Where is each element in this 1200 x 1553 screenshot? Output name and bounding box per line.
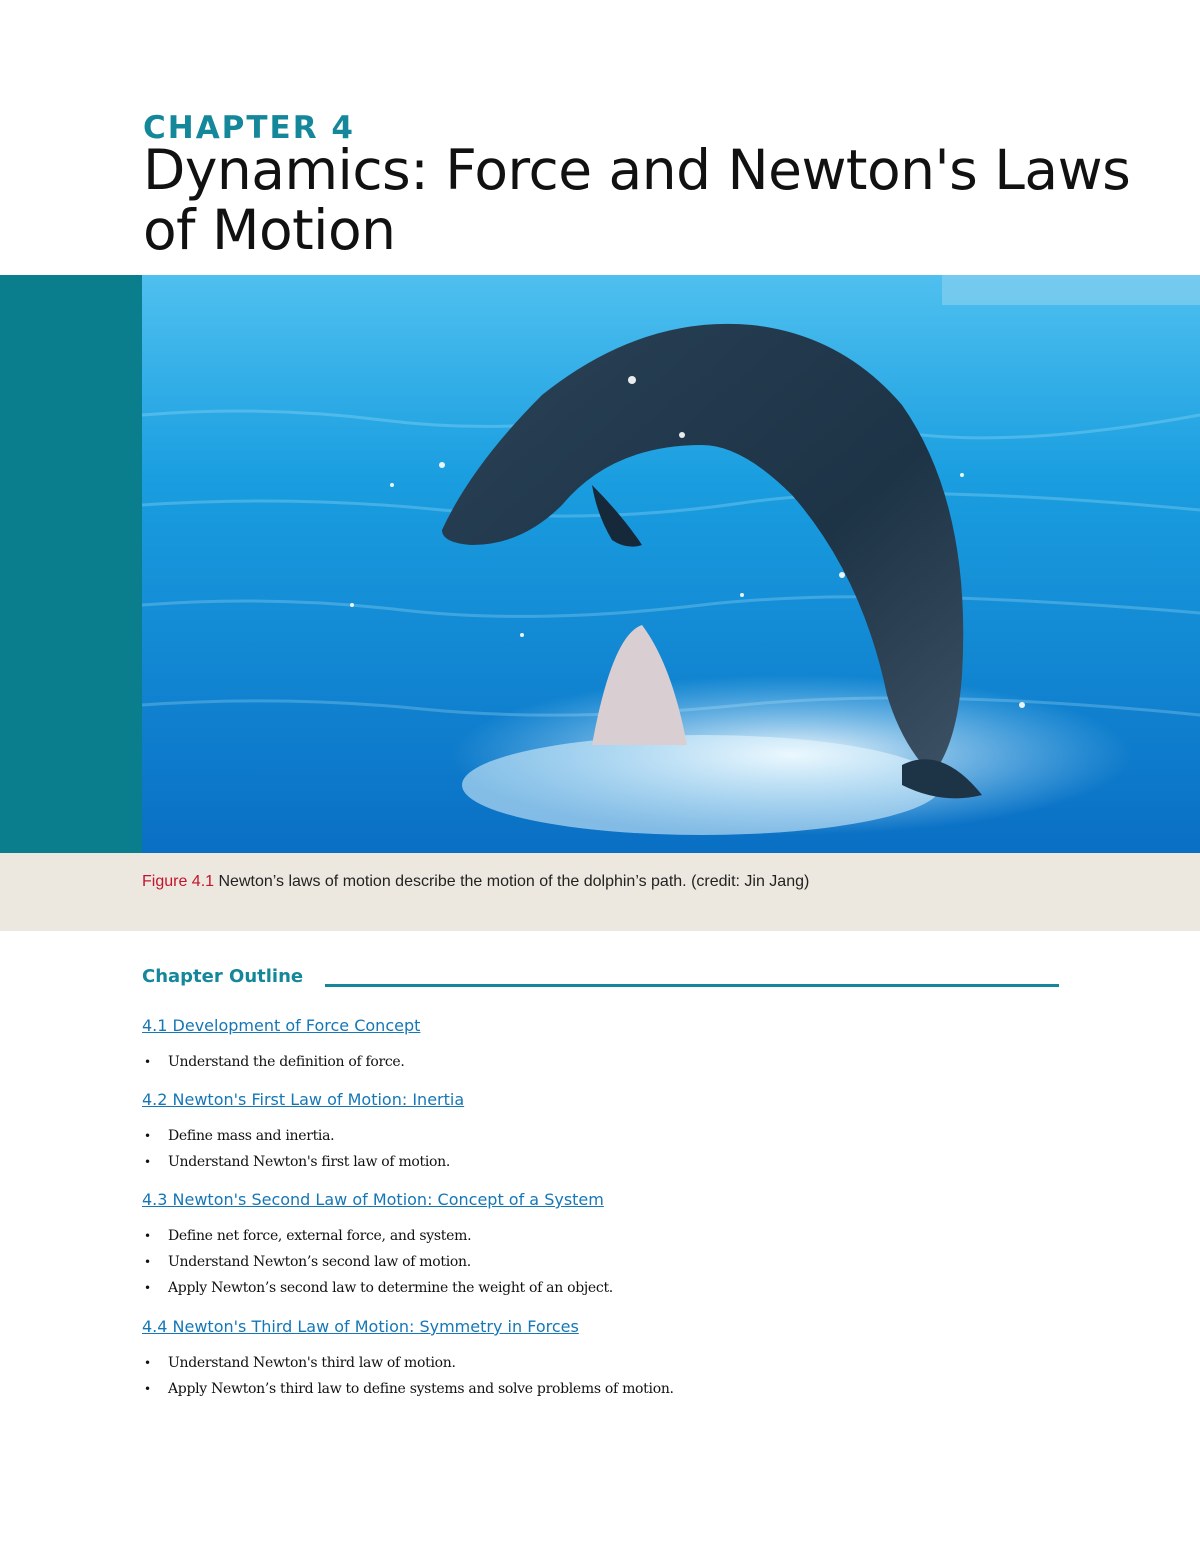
outline-section-4-2 bbox=[142, 1090, 1102, 1175]
objective-text: Understand Newton's first law of motion. bbox=[168, 1154, 451, 1170]
bullet-icon: • bbox=[144, 1281, 151, 1295]
figure-caption bbox=[142, 873, 1142, 891]
objective-text: Understand Newton’s second law of motion. bbox=[168, 1254, 471, 1270]
section-link-4-4[interactable]: 4.4 Newton's Third Law of Motion: Symmetry in Forces bbox=[142, 1317, 579, 1336]
outline-divider bbox=[325, 984, 1059, 987]
list-item bbox=[142, 1223, 1102, 1249]
bullet-icon: • bbox=[144, 1382, 151, 1396]
objectives-list bbox=[142, 1049, 1102, 1075]
list-item bbox=[142, 1376, 1102, 1402]
outline-section-4-4 bbox=[142, 1317, 1102, 1402]
list-item bbox=[142, 1275, 1102, 1301]
list-item bbox=[142, 1149, 1102, 1175]
bullet-icon: • bbox=[144, 1356, 151, 1370]
objective-text: Define net force, external force, and system. bbox=[168, 1228, 472, 1244]
section-link-4-3[interactable]: 4.3 Newton's Second Law of Motion: Concept of a System bbox=[142, 1190, 604, 1209]
bullet-icon: • bbox=[144, 1129, 151, 1143]
objectives-list bbox=[142, 1123, 1102, 1175]
objective-text: Apply Newton’s second law to determine the weight of an object. bbox=[168, 1280, 613, 1296]
figure-number: Figure 4.1 bbox=[142, 873, 215, 890]
bullet-icon: • bbox=[144, 1255, 151, 1269]
list-item bbox=[142, 1049, 1102, 1075]
objectives-list bbox=[142, 1350, 1102, 1402]
list-item bbox=[142, 1123, 1102, 1149]
figure-caption-text: Newton’s laws of motion describe the motion of the dolphin’s path. (credit: Jin Jang) bbox=[214, 873, 810, 890]
objective-text: Apply Newton’s third law to define systems and solve problems of motion. bbox=[168, 1381, 674, 1397]
dolphin-photo bbox=[142, 275, 1200, 853]
caption-band bbox=[0, 853, 1200, 931]
bullet-icon: • bbox=[144, 1229, 151, 1243]
chapter-title: Dynamics: Force and Newton's Laws of Motion bbox=[143, 138, 1131, 262]
objective-text: Understand Newton's third law of motion. bbox=[168, 1355, 456, 1371]
list-item bbox=[142, 1249, 1102, 1275]
section-link-4-2[interactable]: 4.2 Newton's First Law of Motion: Inertia bbox=[142, 1090, 465, 1109]
accent-strip bbox=[0, 275, 142, 853]
list-item bbox=[142, 1350, 1102, 1376]
section-link-4-1[interactable]: 4.1 Development of Force Concept bbox=[142, 1016, 421, 1035]
objective-text: Understand the definition of force. bbox=[168, 1054, 405, 1070]
objective-text: Define mass and inertia. bbox=[168, 1128, 335, 1144]
outline-section-4-3 bbox=[142, 1190, 1102, 1301]
bullet-icon: • bbox=[144, 1155, 151, 1169]
objectives-list bbox=[142, 1223, 1102, 1301]
chapter-label: CHAPTER 4 bbox=[143, 110, 355, 146]
outline-section-4-1 bbox=[142, 1016, 1102, 1075]
chapter-outline-heading: Chapter Outline bbox=[142, 966, 304, 987]
bullet-icon: • bbox=[144, 1055, 151, 1069]
